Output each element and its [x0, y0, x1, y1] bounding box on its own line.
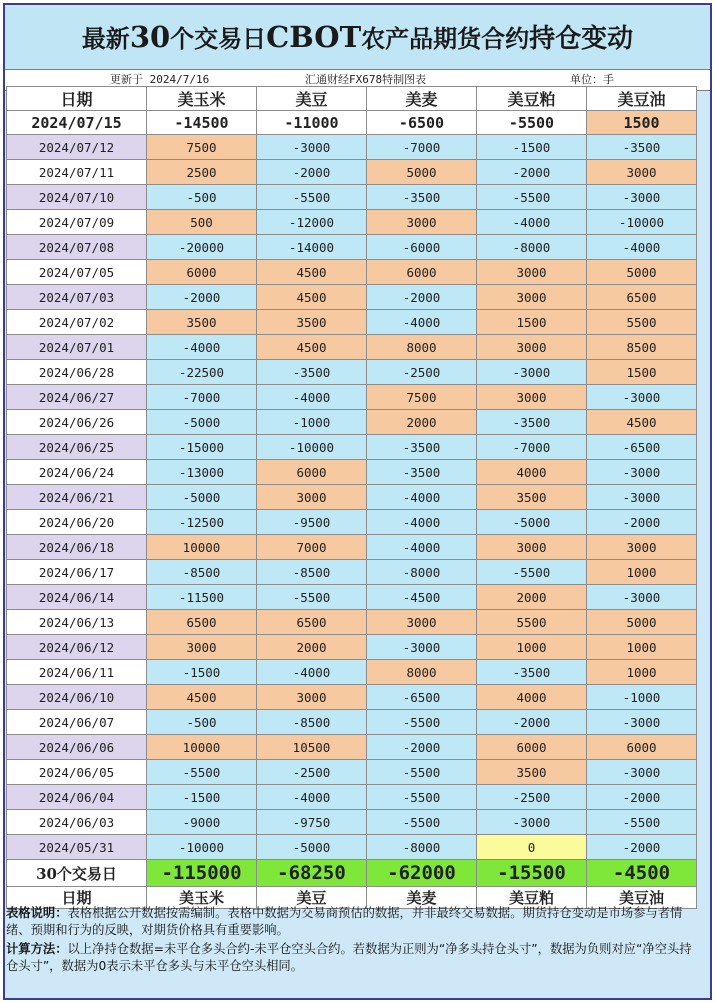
value-cell: 6000 [477, 735, 587, 760]
value-cell: -6500 [367, 111, 477, 135]
value-cell: -5000 [147, 410, 257, 435]
value-cell: 10500 [257, 735, 367, 760]
value-cell: 1000 [587, 660, 697, 685]
value-cell: -3000 [587, 485, 697, 510]
date-cell: 2024/06/26 [7, 410, 147, 435]
total-cell: -68250 [257, 860, 367, 887]
total-cell: -115000 [147, 860, 257, 887]
table-row [7, 660, 697, 685]
date-cell: 2024/07/05 [7, 260, 147, 285]
table-row [7, 135, 697, 160]
date-cell: 2024/07/01 [7, 335, 147, 360]
value-cell: -20000 [147, 235, 257, 260]
title-days: 个交易日 [170, 24, 267, 53]
value-cell: 1500 [587, 111, 697, 135]
value-cell: 8500 [587, 335, 697, 360]
value-cell: -3500 [257, 360, 367, 385]
value-cell: 10000 [147, 735, 257, 760]
value-cell: -2500 [477, 785, 587, 810]
table-row [7, 735, 697, 760]
value-cell: 2000 [477, 585, 587, 610]
table-description [6, 905, 696, 939]
value-cell: 8000 [367, 335, 477, 360]
value-cell: -1000 [257, 410, 367, 435]
value-cell: -2000 [147, 285, 257, 310]
value-cell: 4500 [147, 685, 257, 710]
date-cell: 2024/06/17 [7, 560, 147, 585]
value-cell: 3500 [477, 485, 587, 510]
table-row [7, 560, 697, 585]
value-cell: 3500 [477, 760, 587, 785]
value-cell: -4000 [257, 785, 367, 810]
value-cell: 3000 [477, 285, 587, 310]
value-cell: -4000 [367, 510, 477, 535]
value-cell: -11000 [257, 111, 367, 135]
header-row [7, 87, 697, 111]
value-cell: -5000 [147, 485, 257, 510]
value-cell: -5000 [257, 835, 367, 860]
value-cell: 3000 [587, 535, 697, 560]
value-cell: 6000 [147, 260, 257, 285]
value-cell: 3000 [477, 260, 587, 285]
table-row [7, 285, 697, 310]
value-cell: -1500 [477, 135, 587, 160]
value-cell: -2500 [367, 360, 477, 385]
value-cell: 4000 [477, 685, 587, 710]
date-cell: 2024/06/25 [7, 435, 147, 460]
date-cell: 2024/06/13 [7, 610, 147, 635]
value-cell: -9500 [257, 510, 367, 535]
value-cell: 3500 [257, 310, 367, 335]
value-cell: -3500 [477, 660, 587, 685]
value-cell: -3000 [257, 135, 367, 160]
value-cell: 7000 [257, 535, 367, 560]
value-cell: -2000 [367, 285, 477, 310]
date-cell: 2024/06/20 [7, 510, 147, 535]
value-cell: -11500 [147, 585, 257, 610]
total-cell: -15500 [477, 860, 587, 887]
value-cell: -3000 [587, 460, 697, 485]
value-cell: -5500 [477, 560, 587, 585]
value-cell: -5500 [587, 810, 697, 835]
date-cell: 2024/06/28 [7, 360, 147, 385]
value-cell: -3000 [587, 185, 697, 210]
column-header: 日期 [7, 87, 147, 111]
date-cell: 2024/06/05 [7, 760, 147, 785]
value-cell: -1000 [587, 685, 697, 710]
value-cell: 10000 [147, 535, 257, 560]
table-row [7, 810, 697, 835]
value-cell: 8000 [367, 660, 477, 685]
table-row [7, 585, 697, 610]
value-cell: -6500 [587, 435, 697, 460]
value-cell: -2000 [587, 510, 697, 535]
value-cell: -1500 [147, 660, 257, 685]
title-number: 30 [129, 20, 171, 54]
description-text: 表格根据公开数据按需编制。表格中数据为交易商预估的数据，并非最终交易数据。期货持仓变动是市场参与者情绪、预期和行为的反映，对期货价格具有重要影响。 [6, 906, 683, 937]
date-cell: 2024/06/24 [7, 460, 147, 485]
value-cell: -8000 [367, 560, 477, 585]
value-cell: 6000 [367, 260, 477, 285]
value-cell: -3500 [367, 460, 477, 485]
value-cell: -4000 [257, 660, 367, 685]
title-prefix: 最新 [81, 24, 130, 53]
value-cell: 1000 [587, 560, 697, 585]
table-row [7, 385, 697, 410]
value-cell: 3000 [477, 535, 587, 560]
value-cell: 6500 [147, 610, 257, 635]
value-cell: 3000 [257, 685, 367, 710]
column-footer: 美豆 [257, 887, 367, 909]
value-cell: -2500 [257, 760, 367, 785]
value-cell: 5000 [587, 610, 697, 635]
value-cell: -2000 [477, 710, 587, 735]
value-cell: -6000 [367, 235, 477, 260]
value-cell: -3000 [367, 635, 477, 660]
column-footer: 美豆油 [587, 887, 697, 909]
value-cell: 4500 [257, 260, 367, 285]
date-cell: 2024/06/27 [7, 385, 147, 410]
value-cell: 1000 [477, 635, 587, 660]
value-cell: -9000 [147, 810, 257, 835]
value-cell: -3500 [587, 135, 697, 160]
value-cell: 5000 [367, 160, 477, 185]
table-row [7, 510, 697, 535]
value-cell: -6500 [367, 685, 477, 710]
column-footer: 美麦 [367, 887, 477, 909]
date-cell: 2024/06/04 [7, 785, 147, 810]
column-header: 美玉米 [147, 87, 257, 111]
value-cell: -8500 [257, 560, 367, 585]
value-cell: -5500 [367, 760, 477, 785]
table-row [7, 835, 697, 860]
value-cell: 3000 [477, 385, 587, 410]
title-suffix: 持仓变动 [529, 24, 634, 54]
value-cell: 3000 [367, 610, 477, 635]
value-cell: 2000 [257, 635, 367, 660]
value-cell: -10000 [587, 210, 697, 235]
value-cell: -5000 [477, 510, 587, 535]
date-cell: 2024/06/10 [7, 685, 147, 710]
value-cell: 6000 [257, 460, 367, 485]
value-cell: -4000 [367, 485, 477, 510]
value-cell: -12000 [257, 210, 367, 235]
calculation-method [6, 941, 696, 975]
value-cell: 3000 [147, 635, 257, 660]
value-cell: -5500 [147, 760, 257, 785]
table-row [7, 335, 697, 360]
value-cell: 3000 [477, 335, 587, 360]
date-cell: 2024/07/15 [7, 111, 147, 135]
value-cell: -3500 [477, 410, 587, 435]
value-cell: -8000 [367, 835, 477, 860]
value-cell: -3000 [587, 385, 697, 410]
value-cell: -8500 [147, 560, 257, 585]
table-row [7, 435, 697, 460]
value-cell: -4500 [367, 585, 477, 610]
value-cell: 3000 [367, 210, 477, 235]
table-row [7, 785, 697, 810]
column-header: 美麦 [367, 87, 477, 111]
value-cell: -14500 [147, 111, 257, 135]
value-cell: 2500 [147, 160, 257, 185]
value-cell: 0 [477, 835, 587, 860]
value-cell: -2000 [257, 160, 367, 185]
column-header: 美豆粕 [477, 87, 587, 111]
table-row [7, 760, 697, 785]
value-cell: 1500 [587, 360, 697, 385]
total-cell: -4500 [587, 860, 697, 887]
table-row [7, 360, 697, 385]
column-footer: 美豆粕 [477, 887, 587, 909]
date-cell: 2024/06/14 [7, 585, 147, 610]
date-cell: 2024/06/12 [7, 635, 147, 660]
value-cell: -7000 [477, 435, 587, 460]
column-footer: 美玉米 [147, 887, 257, 909]
table-row [7, 685, 697, 710]
value-cell: 2000 [367, 410, 477, 435]
value-cell: -9750 [257, 810, 367, 835]
page-title [5, 7, 710, 69]
unit-label: 单位：手 [570, 73, 614, 86]
value-cell: 4500 [257, 335, 367, 360]
value-cell: 3500 [147, 310, 257, 335]
value-cell: -3500 [367, 185, 477, 210]
value-cell: -1500 [147, 785, 257, 810]
value-cell: 7500 [367, 385, 477, 410]
totals-row [7, 860, 697, 887]
value-cell: -2000 [367, 735, 477, 760]
totals-label: 30个交易日 [7, 860, 147, 887]
value-cell: -4000 [587, 235, 697, 260]
value-cell: -5500 [477, 185, 587, 210]
date-cell: 2024/07/03 [7, 285, 147, 310]
date-cell: 2024/07/10 [7, 185, 147, 210]
value-cell: 5500 [477, 610, 587, 635]
value-cell: -3000 [587, 710, 697, 735]
latest-row [7, 111, 697, 135]
table-row [7, 710, 697, 735]
table-row [7, 410, 697, 435]
value-cell: 4500 [257, 285, 367, 310]
date-cell: 2024/07/02 [7, 310, 147, 335]
value-cell: -3000 [587, 760, 697, 785]
value-cell: -12500 [147, 510, 257, 535]
value-cell: -7000 [147, 385, 257, 410]
total-cell: -62000 [367, 860, 477, 887]
value-cell: -5500 [367, 710, 477, 735]
value-cell: -5500 [257, 585, 367, 610]
table-row [7, 460, 697, 485]
value-cell: -5500 [257, 185, 367, 210]
position-table [6, 86, 697, 909]
value-cell: -500 [147, 185, 257, 210]
table-row [7, 185, 697, 210]
value-cell: -13000 [147, 460, 257, 485]
table-row [7, 235, 697, 260]
value-cell: -8500 [257, 710, 367, 735]
value-cell: -2000 [587, 835, 697, 860]
date-cell: 2024/06/07 [7, 710, 147, 735]
date-cell: 2024/07/12 [7, 135, 147, 160]
date-cell: 2024/07/09 [7, 210, 147, 235]
value-cell: -3000 [477, 360, 587, 385]
value-cell: 7500 [147, 135, 257, 160]
value-cell: 3000 [587, 160, 697, 185]
table-row [7, 310, 697, 335]
column-footer: 日期 [7, 887, 147, 909]
value-cell: -5500 [477, 111, 587, 135]
table-row [7, 535, 697, 560]
value-cell: -8000 [477, 235, 587, 260]
value-cell: 4000 [477, 460, 587, 485]
notes-section [6, 905, 696, 977]
value-cell: -3000 [587, 585, 697, 610]
table-row [7, 210, 697, 235]
value-cell: -4000 [477, 210, 587, 235]
value-cell: 6000 [587, 735, 697, 760]
date-cell: 2024/06/21 [7, 485, 147, 510]
value-cell: -5500 [367, 785, 477, 810]
value-cell: 3000 [257, 485, 367, 510]
date-cell: 2024/06/11 [7, 660, 147, 685]
description-label: 表格说明： [6, 906, 68, 920]
value-cell: 1000 [587, 635, 697, 660]
value-cell: 6500 [257, 610, 367, 635]
value-cell: -4000 [367, 535, 477, 560]
value-cell: -4000 [367, 310, 477, 335]
calculation-label: 计算方法： [6, 942, 68, 956]
value-cell: 5500 [587, 310, 697, 335]
title-products: 农产品期货合约 [361, 24, 530, 53]
value-cell: -2000 [587, 785, 697, 810]
value-cell: -7000 [367, 135, 477, 160]
date-cell: 2024/07/11 [7, 160, 147, 185]
value-cell: -2000 [477, 160, 587, 185]
value-cell: -10000 [147, 835, 257, 860]
update-date: 更新于 2024/7/16 [110, 73, 210, 86]
column-header: 美豆 [257, 87, 367, 111]
value-cell: 5000 [587, 260, 697, 285]
value-cell: -4000 [147, 335, 257, 360]
value-cell: -5500 [367, 810, 477, 835]
date-cell: 2024/07/08 [7, 235, 147, 260]
calculation-text: 以上净持仓数据=未平仓多头合约-未平仓空头合约。若数据为正则为“净多头持仓头寸”，数据为负则对应“净空头持仓头寸”，数据为0表示未平仓多头与未平仓空头相同。 [6, 942, 692, 973]
source-label: 汇通财经FX678特制图表 [305, 73, 427, 86]
table-row [7, 260, 697, 285]
value-cell: -22500 [147, 360, 257, 385]
value-cell: -15000 [147, 435, 257, 460]
value-cell: -4000 [257, 385, 367, 410]
value-cell: -10000 [257, 435, 367, 460]
date-cell: 2024/06/18 [7, 535, 147, 560]
table-row [7, 160, 697, 185]
date-cell: 2024/06/06 [7, 735, 147, 760]
value-cell: -3500 [367, 435, 477, 460]
value-cell: -14000 [257, 235, 367, 260]
date-cell: 2024/05/31 [7, 835, 147, 860]
value-cell: -3000 [477, 810, 587, 835]
value-cell: 500 [147, 210, 257, 235]
value-cell: 1500 [477, 310, 587, 335]
table-row [7, 610, 697, 635]
value-cell: 6500 [587, 285, 697, 310]
table-row [7, 635, 697, 660]
table-row [7, 485, 697, 510]
value-cell: -500 [147, 710, 257, 735]
date-cell: 2024/06/03 [7, 810, 147, 835]
column-header: 美豆油 [587, 87, 697, 111]
value-cell: 4500 [587, 410, 697, 435]
title-cbot: CBOT [266, 20, 362, 54]
